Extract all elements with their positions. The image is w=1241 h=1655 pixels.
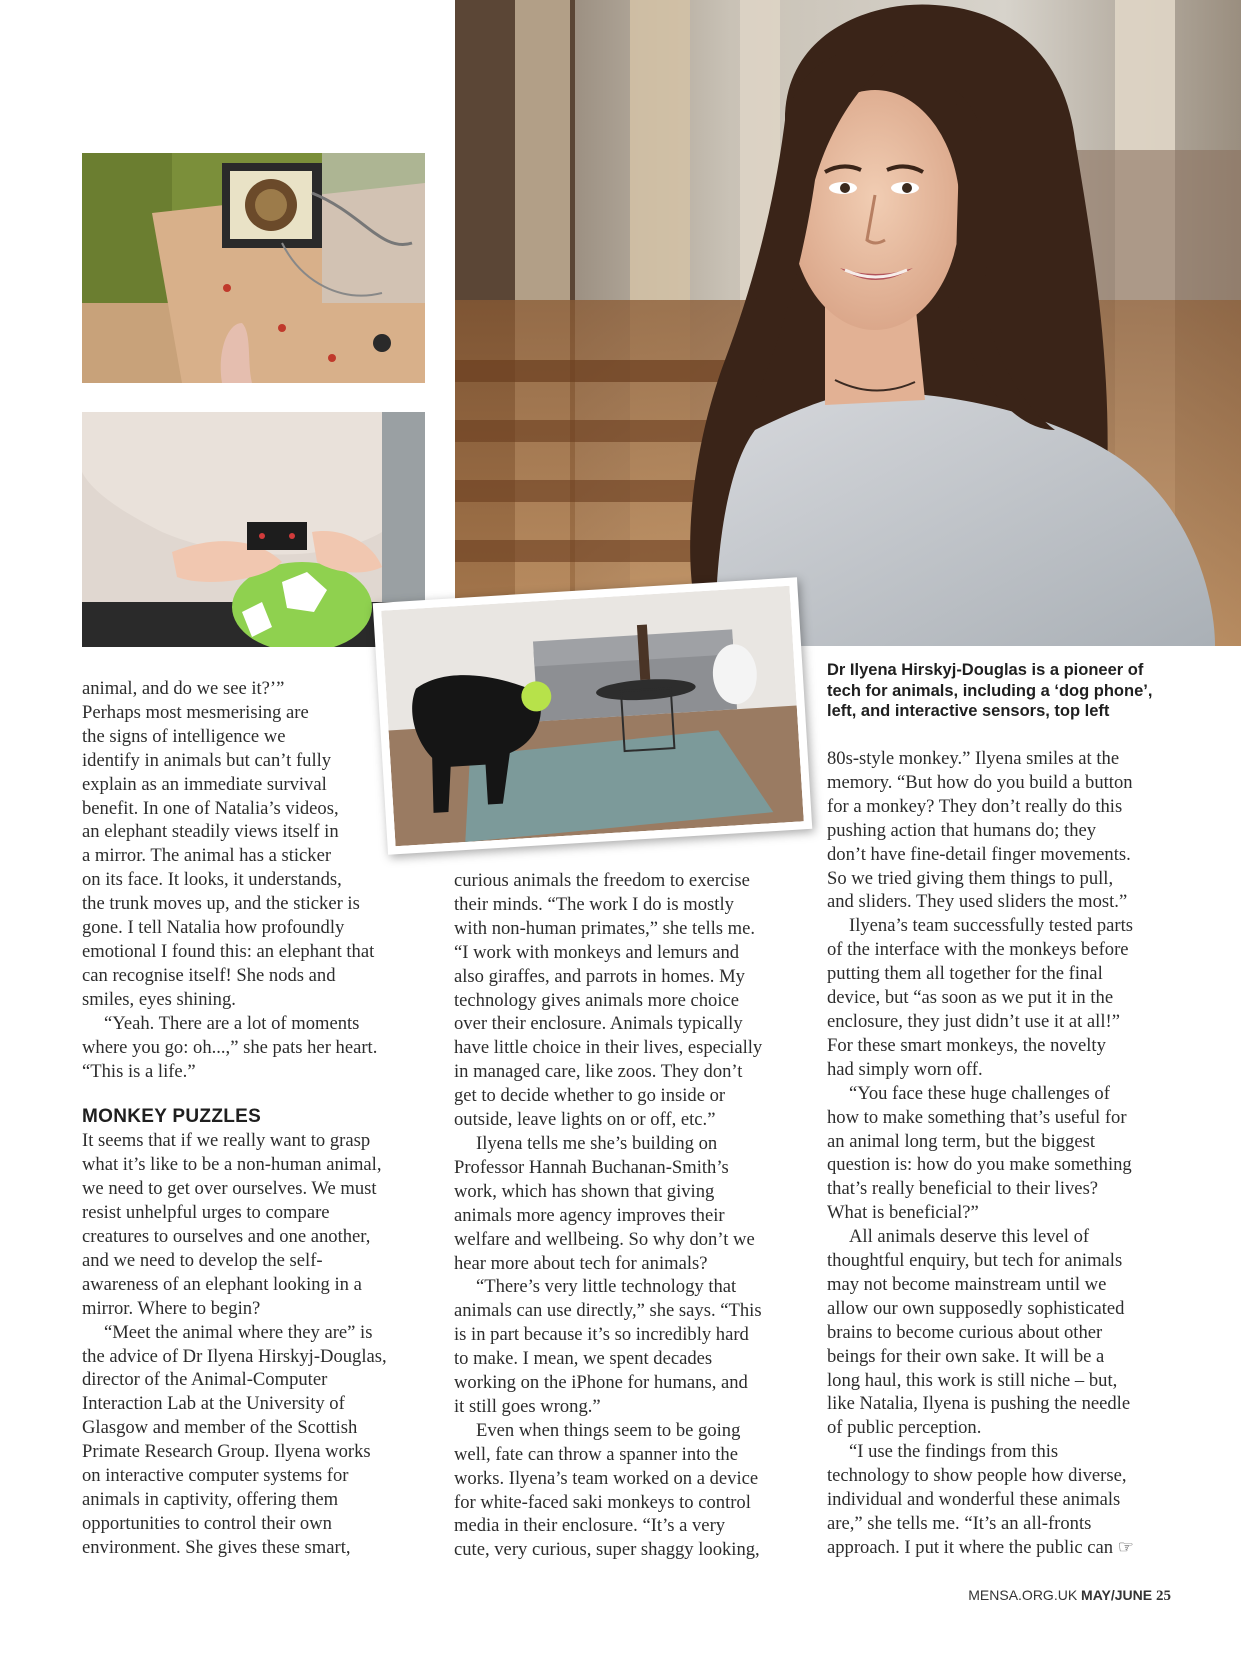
article-column-right	[827, 747, 1177, 1560]
portrait-photo	[455, 0, 1241, 646]
paragraph: Ilyena’s team successfully tested parts of the interface with the monkeys before putting them all together for the final device, but “as soon as we put it in the enclosure, they just didn’t use it at all!” For these smart monkeys, the novelty had simply worn off.	[827, 915, 1133, 1080]
paragraph-last	[827, 1440, 1177, 1560]
interactive-device-photo	[82, 153, 425, 383]
paragraph: “Yeah. There are a lot of moments where you go: oh...,” she pats her heart. “This is a life.”	[82, 1012, 378, 1082]
paragraph-text: “I use the findings from this technology to show people how diverse, individual and wonderful these animals are,” she tells me. “It’s an all-fronts approach. I put it where the public can	[827, 1441, 1127, 1558]
article-column-middle	[454, 869, 804, 1562]
pointing-hand-icon: ☞	[1117, 1536, 1134, 1557]
paragraph: All animals deserve this level of thoughtful enquiry, but tech for animals may not become mainstream until we allow our own supposedly sophisticated brains to become curious about other beings for their own sake. It will be a long haul, this work is still niche – but, like Natalia, Ilyena is pushing the needle of public perception.	[827, 1226, 1131, 1439]
paragraph: It seems that if we really want to grasp what it’s like to be a non-human animal, we need to get over ourselves. We must resist unhelpful urges to compare creatures to ourselves and one another, and we need to develop the self- awareness of an elephant looking in a mirror. Where to begin?	[82, 1130, 382, 1319]
paragraph: curious animals the freedom to exercise their minds. “The work I do is mostly with non-human primates,” she tells me. “I work with monkeys and lemurs and also giraffes, and parrots in homes. My technology gives animals more choice over their enclosure. Animals typically have little choice in their lives, especially in managed care, like zoos. They don’t get to decide whether to go inside or outside, leave lights on or off, etc.”	[454, 870, 763, 1131]
caption-text: Dr Ilyena Hirskyj-Douglas is a pioneer of tech for animals, including a ‘dog phone’, left, and interactive sensors, top left	[827, 661, 1153, 720]
paragraph: Even when things seem to be going well, fate can throw a spanner into the works. Ilyena’s team worked on a device for white-faced saki monkeys to control media in their enclosure. “It’s a very cute, very curious, super shaggy looking,	[454, 1419, 760, 1561]
paragraph: animal, and do we see it?’” Perhaps most mesmerising are the signs of intelligence we identify in animals but can’t fully explain as an immediate survival benefit. In one of Natalia’s videos, an elephant steadily views itself in a mirror. The animal has a sticker on its face. It looks, it understands, the trunk moves up, and the sticker is gone. I tell Natalia how profoundly emotional I found this: an elephant that can recognise itself! She nods and smiles, eyes shining.	[82, 678, 375, 1010]
paragraph: “Meet the animal where they are” is the advice of Dr Ilyena Hirskyj-Douglas, director of the Animal-Computer Interaction Lab at the University of Glasgow and member of the Scottish Primate Research Group. Ilyena works on interactive computer systems for animals in captivity, offering them opportunities to control their own environment. She gives these smart,	[82, 1321, 387, 1558]
paragraph: Ilyena tells me she’s building on Professor Hannah Buchanan-Smith’s work, which has shown that giving animals more agency improves their welfare and wellbeing. So why don’t we hear more about tech for animals?	[454, 1132, 755, 1274]
page-number: 25	[1156, 1588, 1171, 1604]
article-column-left	[82, 677, 432, 1560]
footer-site: MENSA.ORG.UK	[968, 1587, 1078, 1603]
section-heading: MONKEY PUZZLES	[82, 1106, 262, 1128]
paragraph: “You face these huge challenges of how to make something that’s useful for an animal long term, but the biggest question is: how do you make something that’s really beneficial to their lives? What is beneficial?”	[827, 1082, 1132, 1224]
footer-issue: MAY/JUNE	[1081, 1587, 1153, 1603]
paragraph: “There’s very little technology that animals can use directly,” she says. “This is in part because it’s so incredibly hard to make. I mean, we spent decades working on the iPhone for humans, and it still goes wrong.”	[454, 1276, 762, 1417]
photo-caption	[827, 660, 1187, 722]
paragraph: 80s-style monkey.” Ilyena smiles at the memory. “But how do you build a button for a monkey? They don’t really do this pushing action that humans do; they don’t have fine-detail finger movements. So we tried giving them things to pull, and sliders. They used sliders the most.”	[827, 748, 1133, 913]
dog-phone-photo	[373, 577, 813, 854]
page-footer	[968, 1587, 1171, 1605]
